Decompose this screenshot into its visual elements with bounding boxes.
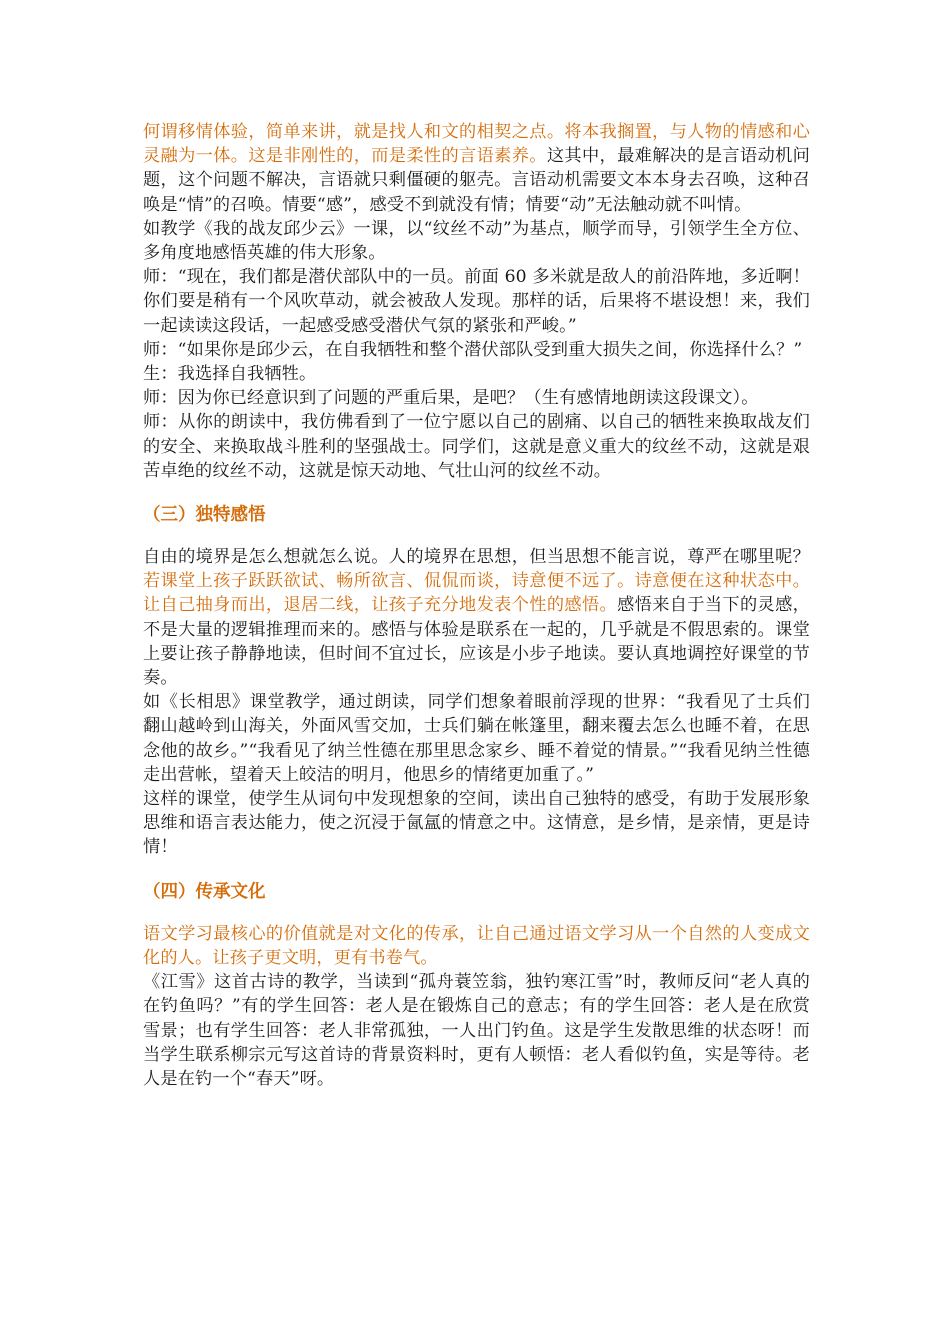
highlighted-text: 若课堂上孩子跃跃欲试、畅所欲言、侃侃而谈，诗意便不远了。诗意便在这种状态中。让自己抽身而出，退居二线，让孩子充分地发表个性的感悟。 (143, 571, 810, 616)
paragraph-example-intro: 如教学《我的战友邱少云》一课，以“纹丝不动”为基点，顺学而导，引领学生全方位、多角度地感悟英雄的伟大形象。 (143, 218, 810, 264)
paragraph-culture-highlight: 语文学习最核心的价值就是对文化的传承，让自己通过语文学习从一个自然的人变成文化的人。让孩子更文明，更有书卷气。 (143, 923, 810, 968)
body-text: 自由的境界是怎么想就怎么说。人的境界在思想，但当思想不能言说，尊严在哪里呢？ (143, 547, 810, 568)
paragraph-freedom (143, 545, 810, 690)
section-heading-3: （三）独特感悟 (143, 505, 266, 526)
dialogue-teacher-4: 师：从你的朗读中，我仿佛看到了一位宁愿以自己的剧痛、以自己的牺牲来换取战友们的安全、来换取战斗胜利的坚强战士。同学们，这就是意义重大的纹丝不动，这就是艰苦卓绝的纹丝不动，这就是惊天动地、气壮山河的纹丝不动。 (143, 412, 810, 481)
dialogue-teacher-1: 师：“现在，我们都是潜伏部队中的一员。前面 60 多米就是敌人的前沿阵地，多近啊！你们要是稍有一个风吹草动，就会被敌人发现。那样的话，后果将不堪设想！来，我们一起读读这段话，一起感受感受潜伏气氛的紧张和严峻。” (143, 267, 810, 336)
paragraph-classroom: 这样的课堂，使学生从词句中发现想象的空间，读出自己独特的感受，有助于发展形象思维和语言表达能力，使之沉浸于氤氲的情意之中。这情意，是乡情，是亲情，更是诗情！ (143, 789, 810, 858)
dialogue-student-1: 生：我选择自我牺牲。 (143, 364, 317, 385)
paragraph-jiangxue: 《江雪》这首古诗的教学，当读到“孤舟蓑笠翁，独钓寒江雪”时，教师反问“老人真的在钓鱼吗？”有的学生回答：老人是在锻炼自己的意志；有的学生回答：老人是在欣赏雪景；也有学生回答：老人非常孤独，一人出门钓鱼。这是学生发散思维的状态呀！而当学生联系柳宗元写这首诗的背景资料时，更有人顿悟：老人看似钓鱼，实是等待。老人是在钓一个“春天”呀。 (143, 972, 810, 1089)
document-page (143, 120, 810, 1091)
body-text: 感悟来自于当下的灵感，不是大量的逻辑推理而来的。感悟与体验是联系在一起的，几乎就是不假思索的。课堂上要让孩子静静地读，但时间不宜过长，应该是小步子地读。要认真地调控好课堂的节奏。 (143, 595, 810, 689)
section-heading-4: （四）传承文化 (143, 881, 266, 902)
highlighted-text: 何谓移情体验，简单来讲，就是找人和文的相契之点。将本我搁置，与人物的情感和心灵融为一体。这是非刚性的，而是柔性的言语素养。 (143, 122, 810, 167)
dialogue-teacher-2: 师：“如果你是邱少云，在自我牺牲和整个潜伏部队受到重大损失之间，你选择什么？” (143, 339, 803, 360)
body-text: 这其中，最难解决的是言语动机问题，这个问题不解决，言语就只剩僵硬的躯壳。言语动机需要文本本身去召唤，这种召唤是“情”的召唤。情要“感”，感受不到就没有情；情要“动”无法触动就不叫情。 (143, 146, 810, 215)
paragraph-changxiangsi: 如《长相思》课堂教学，通过朗读，同学们想象着眼前浮现的世界：“我看见了士兵们翻山越岭到山海关，外面风雪交加，士兵们躺在帐篷里，翻来覆去怎么也睡不着，在思念他的故乡。”“我看见了纳兰性德在那里思念家乡、睡不着觉的情景。”“我看见纳兰性德走出营帐，望着天上皎洁的明月，他思乡的情绪更加重了。” (143, 692, 810, 785)
paragraph-empathy (143, 120, 810, 217)
dialogue-teacher-3: 师：因为你已经意识到了问题的严重后果，是吧？（生有感情地朗读这段课文）。 (143, 388, 759, 409)
